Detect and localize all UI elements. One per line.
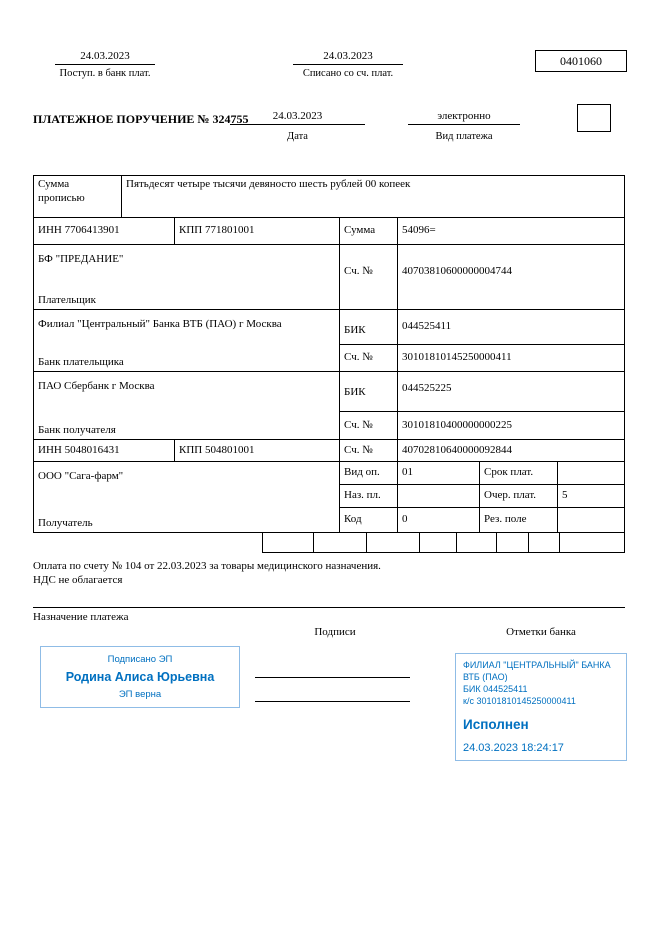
kod-value-cell: 0 [398,508,480,533]
payment-kind: электронно [408,110,520,125]
received-date-label: Поступ. в банк плат. [59,68,151,79]
rez-pole-value-cell [558,508,625,533]
field-104-cell [262,533,314,553]
debited-date: 24.03.2023 [293,50,403,65]
stamp-corr-account: к/с 30101810145250000411 [463,696,576,707]
field-105-cell [314,533,367,553]
amount-words-cell: Пятьдесят четыре тысячи девяносто шесть рублей 00 копеек [122,175,625,218]
payee-bank-acc-value-cell: 30101810400000000225 [398,412,625,440]
payer-bank-cell [33,310,340,372]
ep-signer-name: Родина Алиса Юрьевна [65,670,215,684]
amount-words-label-cell [33,175,122,218]
payee-bank-bik-label-cell: БИК [340,372,398,412]
purpose-separator [33,592,625,608]
vid-op-value-cell: 01 [398,462,480,485]
stamp-bank-name-1: ФИЛИАЛ "ЦЕНТРАЛЬНЫЙ" БАНКА [463,660,611,670]
payer-bank-acc-label-cell: Сч. № [340,345,398,372]
payee-bank-name: ПАО Сбербанк г Москва [38,380,155,392]
payee-bank-bik-value-cell: 044525225 [398,372,625,412]
document-date: 24.03.2023 [230,110,365,125]
field-107-cell [420,533,457,553]
naz-pl-value-cell [398,485,480,508]
payer-kpp-cell: КПП 771801001 [175,218,340,245]
payer-cell [33,245,340,310]
payer-inn-cell: ИНН 7706413901 [33,218,175,245]
stamp-status: Исполнен [463,716,529,732]
debited-date-label: Списано со сч. плат. [302,68,394,79]
srok-plat-label-cell: Срок плат. [480,462,558,485]
naz-pl-label-cell: Наз. пл. [340,485,398,508]
ocher-plat-label-cell: Очер. плат. [480,485,558,508]
document-date-label: Дата [287,131,308,142]
stamp-bik: БИК 044525411 [463,684,528,695]
ep-valid-label: ЭП верна [118,689,162,700]
field-109-cell [497,533,529,553]
rez-pole-label-cell: Рез. поле [480,508,558,533]
field-111-cell [560,533,625,553]
field-110-cell [529,533,560,553]
field-108-cell [457,533,497,553]
payee-inn-cell: ИНН 5048016431 [33,440,175,462]
payee-acc-label-cell: Сч. № [340,440,398,462]
sum-label-cell: Сумма [340,218,398,245]
payee-kpp-cell: КПП 504801001 [175,440,340,462]
payer-bank-name: Филиал "Центральный" Банка ВТБ (ПАО) г Москва [38,318,282,330]
amount-words-label-2: прописью [38,191,85,204]
document-title: ПЛАТЕЖНОЕ ПОРУЧЕНИЕ № 324755 [33,112,249,126]
signatures-label: Подписи [314,626,356,638]
reserve-box [577,104,611,132]
bank-marks-label: Отметки банка [506,626,576,638]
debited-date-field [293,50,403,79]
payee-section-label: Получатель [38,517,93,530]
signature-line-2 [255,678,410,702]
purpose-label: Назначение платежа [33,611,129,623]
payer-acc-value-cell: 40703810600000004744 [398,245,625,310]
payee-cell [33,462,340,533]
field-106-cell [367,533,420,553]
payer-bank-acc-value-cell: 30101810145250000411 [398,345,625,372]
payer-name: БФ "ПРЕДАНИЕ" [38,253,124,265]
received-date-field [55,50,155,79]
srok-plat-value-cell [558,462,625,485]
form-code-box: 0401060 [535,50,627,72]
sum-value-cell: 54096= [398,218,625,245]
amount-words-label-1: Сумма [38,178,70,190]
stamp-bank-name-2: ВТБ (ПАО) [463,672,508,683]
payee-bank-cell [33,372,340,440]
purpose-line-1: Оплата по счету № 104 от 22.03.2023 за товары медицинского назначения. [33,560,381,572]
payee-bank-acc-label-cell: Сч. № [340,412,398,440]
payment-table [33,175,627,555]
signature-line-1 [255,646,410,678]
received-date: 24.03.2023 [55,50,155,65]
kod-label-cell: Код [340,508,398,533]
payment-kind-label: Вид платежа [435,131,493,142]
payer-bank-bik-label-cell: БИК [340,310,398,345]
digital-signature-stamp [40,646,240,708]
payer-bank-bik-value-cell: 044525411 [398,310,625,345]
ocher-plat-value-cell: 5 [558,485,625,508]
bank-execution-stamp [455,653,627,761]
payee-name: ООО "Сага-фарм" [38,470,124,482]
payer-bank-section-label: Банк плательщика [38,356,124,369]
payer-acc-label-cell: Сч. № [340,245,398,310]
ep-signed-label: Подписано ЭП [107,654,173,665]
payee-bank-section-label: Банк получателя [38,424,116,437]
payer-section-label: Плательщик [38,294,96,307]
purpose-line-2: НДС не облагается [33,574,123,586]
stamp-datetime: 24.03.2023 18:24:17 [463,741,564,754]
vid-op-label-cell: Вид оп. [340,462,398,485]
payee-acc-value-cell: 40702810640000092844 [398,440,625,462]
